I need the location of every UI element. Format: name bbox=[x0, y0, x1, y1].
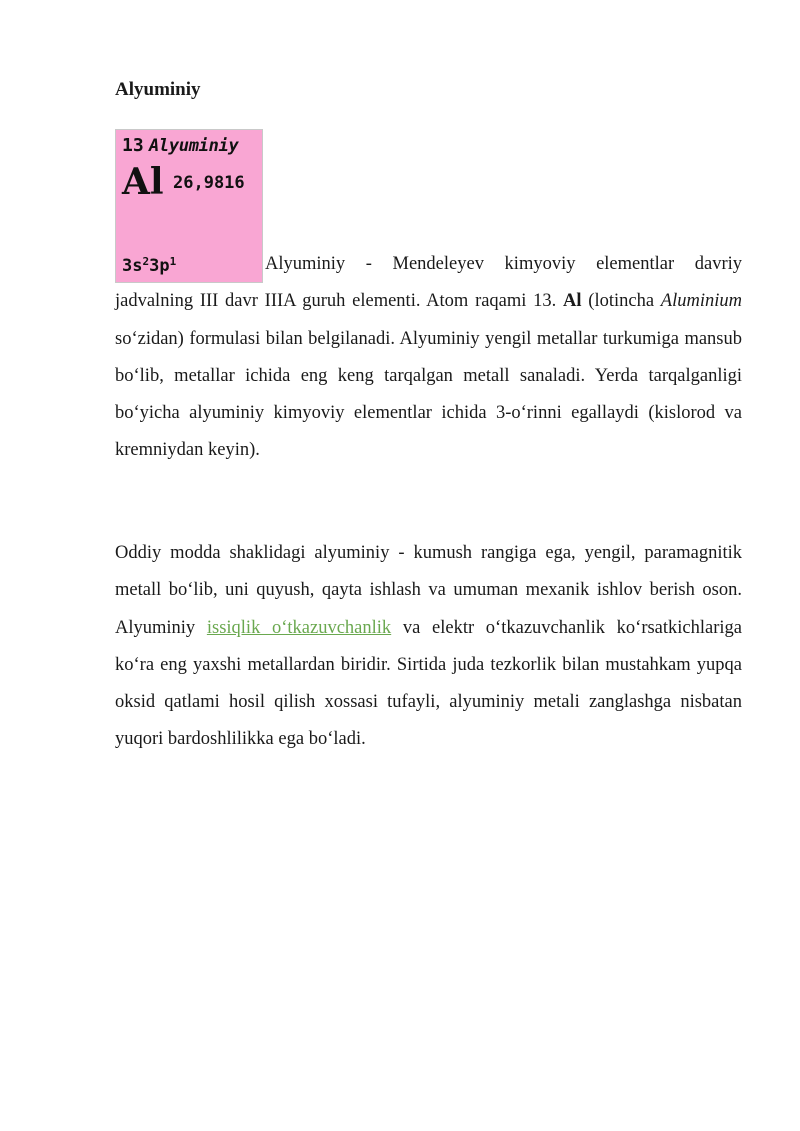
paragraph-intro-text-b: (lotincha bbox=[581, 291, 661, 312]
element-atomic-mass: 26,9816 bbox=[173, 173, 245, 193]
paragraph-properties-text-a: Oddiy modda shaklidagi alyuminiy - kumush rangiga ega, yengil, paramagnitik metall bo‘lib, uni quyush, qayta ishlash va umuman mexanik ishlov berish oson. Alyuminiy bbox=[115, 543, 742, 638]
paragraph-properties bbox=[115, 535, 742, 759]
thermal-conductivity-link[interactable]: issiqlik o‘tkazuvchanlik bbox=[206, 617, 392, 638]
config-orbital-s-count: 2 bbox=[142, 255, 150, 268]
element-symbol: Al bbox=[122, 161, 164, 203]
document-heading: Alyuminiy bbox=[115, 79, 201, 100]
element-card-aluminium bbox=[115, 129, 263, 283]
element-name: Alyuminiy bbox=[149, 136, 239, 156]
paragraph-intro-text-a: Alyuminiy - Mendeleyev kimyoviy elementlar davriy jadvalning III davr IIIA guruh elementi. Atom raqami 13. bbox=[115, 254, 742, 312]
element-electron-config bbox=[122, 256, 176, 276]
config-orbital-p-count: 1 bbox=[169, 255, 177, 268]
config-orbital-p: 3p bbox=[149, 256, 170, 276]
paragraph-intro bbox=[115, 129, 742, 470]
element-atomic-number: 13 bbox=[122, 135, 144, 156]
paragraph-intro-text-c: so‘zidan) formulasi bilan belgilanadi. Alyuminiy yengil metallar turkumiga mansub bo‘lib, metallar ichida eng keng tarqalgan metall sanaladi. Yerda tarqalganligi bo‘yicha alyuminiy kimyoviy elementlar ichida 3-o‘rinni egallaydi (kislorod va kremniydan keyin). bbox=[115, 328, 742, 461]
config-orbital-s: 3s bbox=[122, 256, 143, 276]
latin-name-italic: Aluminium bbox=[660, 291, 742, 312]
paragraph-properties-text-b: va elektr o‘tkazuvchanlik ko‘rsatkichlariga ko‘ra eng yaxshi metallardan biridir. Sirtida juda tezkorlik bilan mustahkam yupqa oksid qatlami hosil qilish xossasi tufayli, alyuminiy metali zanglashga nisbatan yuqori bardoshlilikka ega bo‘ladi. bbox=[115, 617, 743, 750]
aluminium-symbol-bold: Al bbox=[563, 291, 582, 312]
